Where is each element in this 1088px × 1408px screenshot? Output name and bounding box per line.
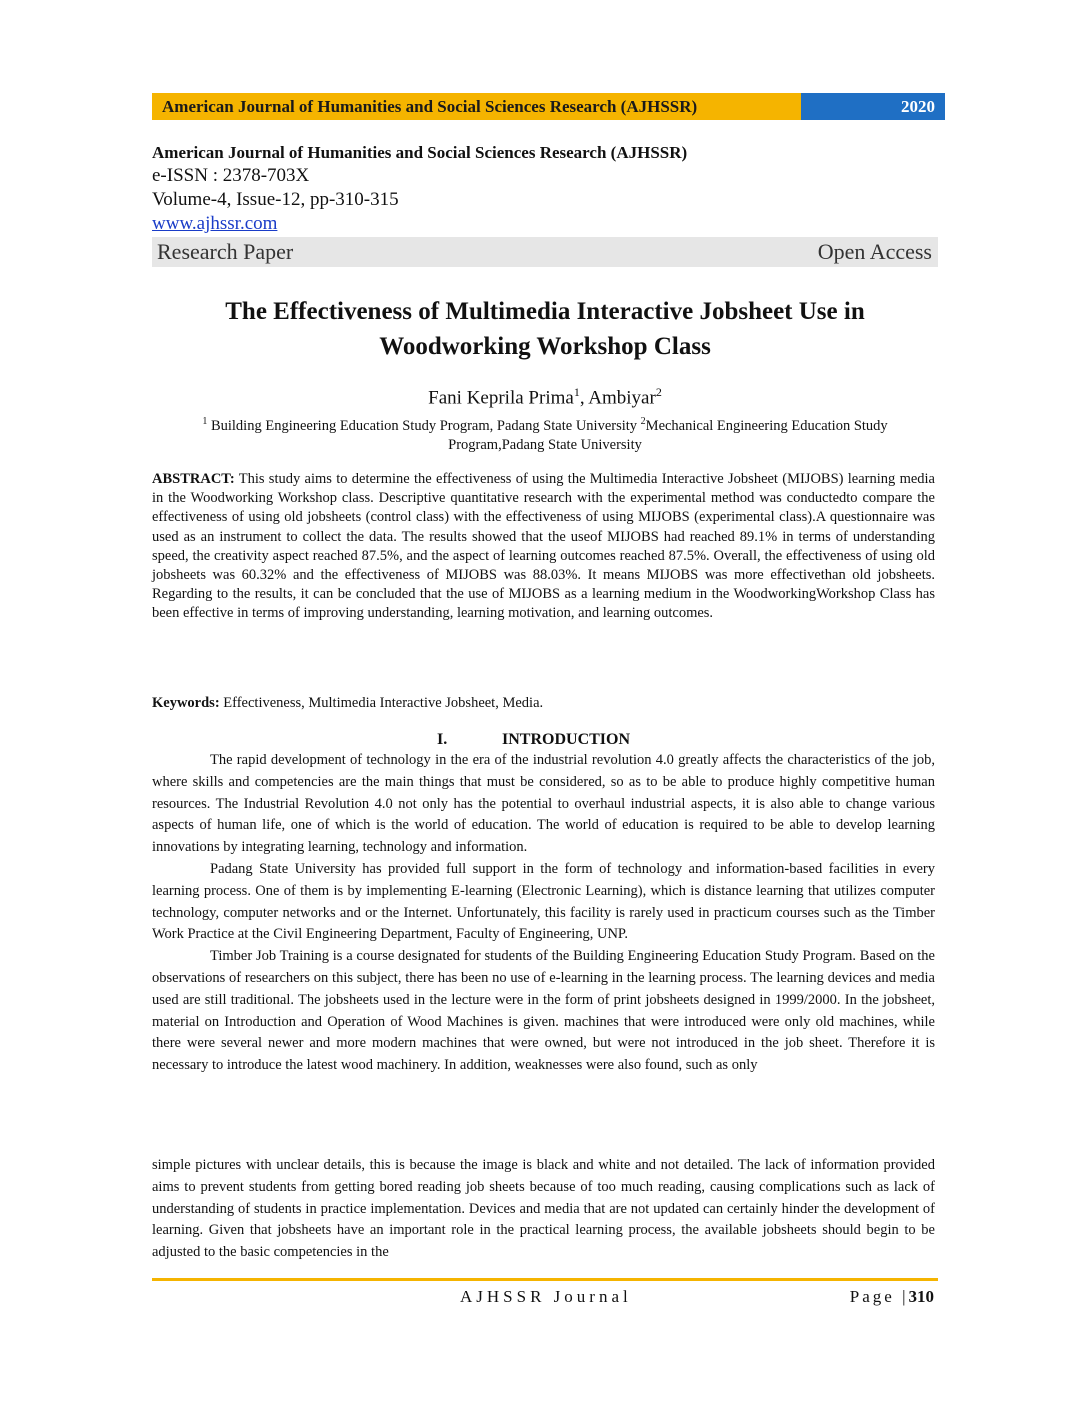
affil-mark-1: 1	[202, 416, 208, 427]
paper-type-label: Research Paper	[157, 239, 294, 264]
abstract	[152, 470, 935, 624]
continued-paragraph: simple pictures with unclear details, this is because the image is black and white and not detailed. The lack of information provided aims to prevent students from getting bored reading job sheets because of too much reading, causing complications such as lack of understanding of students in practice implementation. Devices and media that are not updated can certainly hinder the development of learning. Given that jobsheets have an important role in the practical learning process, the available jobsheets should begin to be adjusted to the basic competencies in the	[152, 1157, 935, 1261]
abstract-label: ABSTRACT:	[152, 471, 235, 487]
keywords	[152, 694, 935, 713]
affil-1: Building Engineering Education Study Program, Padang State University	[207, 417, 641, 434]
footer-rule	[152, 1278, 938, 1281]
page-footer	[152, 1287, 938, 1311]
section-number: I.	[437, 731, 448, 748]
paper-type-bar	[152, 237, 938, 267]
access-label: Open Access	[817, 239, 932, 264]
section-title: INTRODUCTION	[502, 731, 631, 748]
journal-volume: Volume-4, Issue-12, pp-310-315	[152, 189, 399, 210]
paper-title-line-2: Woodworking Workshop Class	[379, 333, 711, 360]
intro-paragraph: Padang State University has provided full support in the form of technology and information-based facilities in every learning process. One of them is by implementing E-learning (Electronic Learning), which is distance learning that utilizes computer technology, computer networks and or the Internet. Unfortunately, this facility is rarely used in practicum courses such as the Timber Work Practice at the Civil Engineering Department, Faculty of Engineering, UNP.	[152, 860, 935, 943]
affil-2: Mechanical Engineering Education Study Program,Padang State University	[448, 417, 888, 453]
running-header	[152, 93, 945, 120]
footer-page-number: 310	[908, 1287, 934, 1306]
footer-journal: AJHSSR Journal	[460, 1287, 632, 1306]
author-2: Ambiyar	[588, 387, 656, 409]
author-1-affil-mark: 1	[573, 385, 580, 399]
journal-issn: e-ISSN : 2378-703X	[152, 165, 310, 186]
footer-page	[850, 1287, 934, 1307]
introduction-body	[152, 750, 935, 1077]
paper-title	[152, 294, 938, 364]
journal-url-link[interactable]: www.ajhssr.com	[152, 213, 278, 234]
running-header-year: 2020	[801, 93, 945, 120]
author-1: Fani Keprila Prima	[428, 387, 574, 409]
intro-paragraph: The rapid development of technology in the era of the industrial revolution 4.0 greatly affects the characteristics of the job, where skills and competencies are the main things that must be considered, so as to be able to produce highly competitive human resources. The Industrial Revolution 4.0 not only has the potential to overhaul industrial aspects, it is also able to change various aspects of human life, one of which is the world of education. The world of education is required to be able to develop learning innovations by integrating learning, technology and information.	[152, 752, 935, 856]
journal-name: American Journal of Humanities and Social Sciences Research (AJHSSR)	[152, 143, 688, 162]
keywords-label: Keywords:	[152, 695, 220, 711]
author-2-affil-mark: 2	[655, 385, 662, 399]
footer-page-label: Page |	[849, 1287, 909, 1306]
continued-text	[152, 1155, 935, 1264]
journal-info	[152, 142, 942, 236]
abstract-text: This study aims to determine the effectiveness of using the Multimedia Interactive Jobsheet (MIJOBS) learning media in the Woodworking Workshop class. Descriptive quantitative research with the experimental method was conductedto compare the effectiveness of using old jobsheets (control class) with the effectiveness of using MIJOBS (experimental class).A questionnaire was used as an instrument to collect the data. The results showed that the useof MIJOBS had reached 89.1% in terms of understanding speed, the creativity aspect reached 87.5%, and the aspect of learning outcomes reached 87.5%. Overall, the effectiveness of using old jobsheets was 60.32% and the effectiveness of MIJOBS was 88.03%. It means MIJOBS was more effectivethan old jobsheets. Regarding to the results, it can be concluded that the use of MIJOBS as a learning medium in the WoodworkingWorkshop Class has been effective in terms of improving understanding, learning motivation, and learning outcomes.	[152, 471, 935, 622]
paper-title-line-1: The Effectiveness of Multimedia Interactive Jobsheet Use in	[225, 298, 865, 325]
keywords-text: Effectiveness, Multimedia Interactive Jobsheet, Media.	[219, 695, 544, 711]
running-header-journal: American Journal of Humanities and Social Sciences Research (AJHSSR)	[152, 93, 801, 120]
authors	[152, 380, 938, 410]
author-separator: ,	[579, 387, 589, 409]
affiliations	[160, 412, 930, 455]
intro-paragraph: Timber Job Training is a course designated for students of the Building Engineering Education Study Program. Based on the observations of researchers on this subject, there has been no use of e-learning in the learning process. The learning devices and media used are still traditional. The jobsheets used in the lecture were in the form of print jobsheets designed in 1999/2000. In the jobsheet, material on Introduction and Operation of Wood Machines is given. machines that were introduced were only old machines, while there were several newer and more modern machines that were owned, but were not introduced in the job sheet. Therefore it is necessary to introduce the latest wood machinery. In addition, weaknesses were also found, such as only	[152, 948, 935, 1074]
affil-mark-2: 2	[640, 416, 646, 427]
